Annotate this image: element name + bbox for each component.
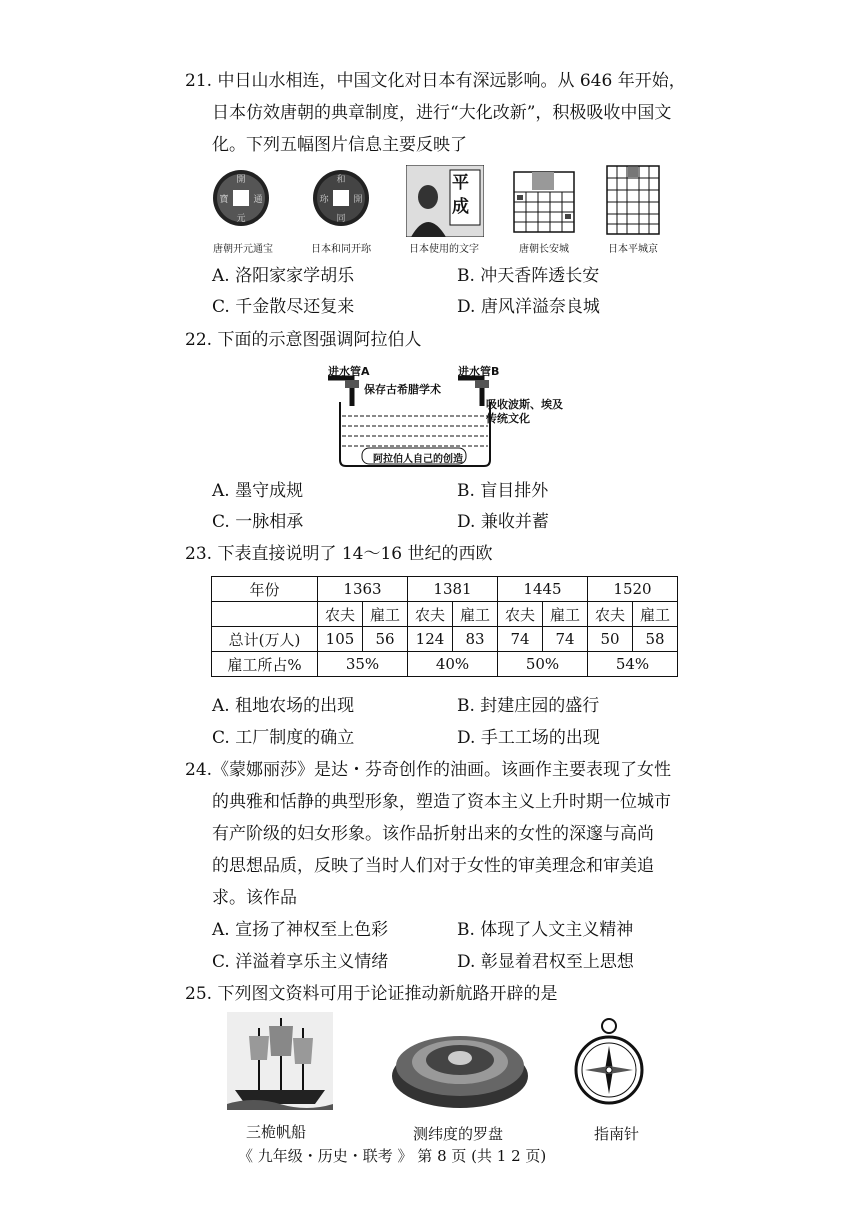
q22-option-b[interactable]: B. 盲目排外 <box>457 481 549 501</box>
sub-header-cell: 农夫 <box>588 602 633 627</box>
svg-text:開: 開 <box>353 195 363 205</box>
peasant-labor-table <box>211 576 678 677</box>
caption-compass: 指南针 <box>594 1125 640 1143</box>
heisei-photo-image <box>406 165 484 237</box>
q22-option-d[interactable]: D. 兼收并蓄 <box>457 512 549 532</box>
svg-text:元: 元 <box>236 214 246 224</box>
total-cell: 74 <box>498 627 543 652</box>
total-cell: 58 <box>633 627 678 652</box>
q24-option-d[interactable]: D. 彰显着君权至上思想 <box>457 952 634 972</box>
pipe-b-description-line-1: 吸收波斯、埃及 <box>486 398 563 411</box>
svg-text:寶: 寶 <box>219 195 229 205</box>
tang-coin-image <box>211 166 271 232</box>
changan-city-map-image <box>512 170 576 234</box>
table-row <box>212 577 678 602</box>
sub-header-cell: 雇工 <box>453 602 498 627</box>
pipe-a-label: 进水管A <box>328 365 370 378</box>
caption-japan-coin: 日本和同开珎 <box>311 244 371 255</box>
svg-text:開: 開 <box>236 175 246 185</box>
ratio-cell: 54% <box>588 652 678 677</box>
sub-header-cell: 农夫 <box>498 602 543 627</box>
tank-label: 阿拉伯人自己的创造 <box>373 454 463 465</box>
q24-line-3: 有产阶级的妇女形象。该作品折射出来的女性的深邃与高尚 <box>212 824 654 844</box>
compass-image <box>574 1016 644 1112</box>
q22-option-a[interactable]: A. 墨守成规 <box>212 481 304 501</box>
heijokyo-map-image <box>605 164 661 236</box>
caption-ship: 三桅帆船 <box>246 1123 307 1141</box>
caption-changan-city: 唐朝长安城 <box>519 244 569 255</box>
sub-header-cell: 农夫 <box>408 602 453 627</box>
svg-text:同: 同 <box>336 214 346 224</box>
ratio-label: 雇工所占% <box>212 652 318 677</box>
q24-line-4: 的思想品质，反映了当时人们对于女性的审美理念和审美追 <box>212 856 654 876</box>
caption-japanese-characters: 日本使用的文字 <box>409 244 479 255</box>
pipe-b-label: 进水管B <box>458 365 500 378</box>
year-cell: 1520 <box>588 577 678 602</box>
q24-option-c[interactable]: C. 洋溢着享乐主义情绪 <box>212 952 389 972</box>
sub-header-cell: 雇工 <box>633 602 678 627</box>
q21-line-3: 化。下列五幅图片信息主要反映了 <box>212 135 467 155</box>
year-header: 年份 <box>212 577 318 602</box>
sub-header-cell: 农夫 <box>318 602 363 627</box>
q22-option-c[interactable]: C. 一脉相承 <box>212 512 304 532</box>
svg-text:珎: 珎 <box>319 195 329 205</box>
pipe-b-description-line-2: 传统文化 <box>486 412 530 425</box>
total-cell: 56 <box>363 627 408 652</box>
q21-line-1: 21. 中日山水相连，中国文化对日本有深远影响。从 646 年开始， <box>185 71 686 91</box>
sub-header-cell: 雇工 <box>363 602 408 627</box>
caption-heijokyo: 日本平城京 <box>608 244 658 255</box>
ratio-cell: 35% <box>318 652 408 677</box>
three-mast-ship-image <box>227 1012 333 1110</box>
caption-tang-coin: 唐朝开元通宝 <box>213 244 273 255</box>
total-cell: 124 <box>408 627 453 652</box>
latitude-compass-image <box>388 1018 532 1112</box>
svg-text:通: 通 <box>253 195 263 205</box>
ratio-cell: 50% <box>498 652 588 677</box>
q23-option-c[interactable]: C. 工厂制度的确立 <box>212 728 355 748</box>
table-row <box>212 602 678 627</box>
total-cell: 105 <box>318 627 363 652</box>
q21-option-a[interactable]: A. 洛阳家家学胡乐 <box>212 266 355 286</box>
empty-cell <box>212 602 318 627</box>
q21-option-d[interactable]: D. 唐风洋溢奈良城 <box>457 297 600 317</box>
year-cell: 1381 <box>408 577 498 602</box>
q23-option-a[interactable]: A. 租地农场的出现 <box>212 696 355 716</box>
heisei-sign-char-1: 平 <box>452 173 469 193</box>
q21-line-2: 日本仿效唐朝的典章制度，进行“大化改新”，积极吸收中国文 <box>212 103 672 123</box>
q24-line-5: 求。该作品 <box>212 888 297 908</box>
q24-line-1: 24.《蒙娜丽莎》是达・芬奇创作的油画。该画作主要表现了女性 <box>185 760 672 780</box>
q24-option-a[interactable]: A. 宣扬了神权至上色彩 <box>212 920 389 940</box>
q21-option-b[interactable]: B. 冲天香阵透长安 <box>457 266 600 286</box>
q25-stem: 25. 下列图文资料可用于论证推动新航路开辟的是 <box>185 984 558 1004</box>
q22-stem: 22. 下面的示意图强调阿拉伯人 <box>185 330 422 350</box>
page-footer: 《 九年级・历史・联考 》 第 8 页 (共 1 2 页) <box>238 1147 547 1165</box>
year-cell: 1363 <box>318 577 408 602</box>
sub-header-cell: 雇工 <box>543 602 588 627</box>
svg-text:和: 和 <box>336 175 346 185</box>
table-row <box>212 627 678 652</box>
caption-latitude-compass: 测纬度的罗盘 <box>413 1125 504 1143</box>
heisei-sign-char-2: 成 <box>452 197 469 217</box>
q21-option-c[interactable]: C. 千金散尽还复来 <box>212 297 355 317</box>
ratio-cell: 40% <box>408 652 498 677</box>
q23-option-b[interactable]: B. 封建庄园的盛行 <box>457 696 600 716</box>
table-row <box>212 652 678 677</box>
total-cell: 74 <box>543 627 588 652</box>
q24-option-b[interactable]: B. 体现了人文主义精神 <box>457 920 634 940</box>
q23-option-d[interactable]: D. 手工工场的出现 <box>457 728 600 748</box>
year-cell: 1445 <box>498 577 588 602</box>
japan-coin-image <box>311 166 371 232</box>
total-label: 总计(万人) <box>212 627 318 652</box>
total-cell: 83 <box>453 627 498 652</box>
q23-stem: 23. 下表直接说明了 14～16 世纪的西欧 <box>185 544 493 564</box>
pipe-a-description: 保存古希腊学术 <box>364 383 441 396</box>
q24-line-2: 的典雅和恬静的典型形象，塑造了资本主义上升时期一位城市 <box>212 792 671 812</box>
total-cell: 50 <box>588 627 633 652</box>
